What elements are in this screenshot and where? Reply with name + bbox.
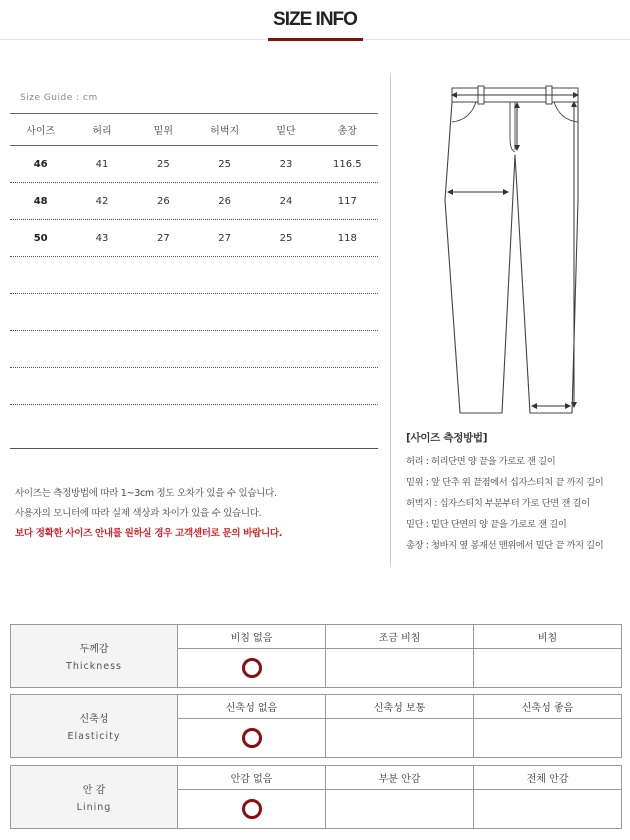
column-header: 밑위 xyxy=(153,126,173,137)
lining-table xyxy=(10,765,622,829)
option-cell xyxy=(178,719,325,757)
hem-cell: 23 xyxy=(279,158,293,170)
property-option xyxy=(474,695,621,757)
table-row-empty xyxy=(10,294,378,331)
option-cell xyxy=(474,790,621,828)
note-line-highlight: 보다 정확한 사이즈 안내를 원하실 경우 고객센터로 문의 바랍니다. xyxy=(15,528,283,539)
rise-cell: 26 xyxy=(156,195,170,207)
property-option xyxy=(474,766,621,828)
table-row xyxy=(10,146,378,183)
selected-mark-icon xyxy=(242,658,262,678)
waist-cell: 42 xyxy=(95,195,109,207)
measurement-guide xyxy=(406,430,626,556)
option-cell xyxy=(474,649,621,687)
measurement-item: 허리 : 허리단면 양 끝을 가로로 잰 길이 xyxy=(406,456,556,467)
size-table-header xyxy=(10,113,378,146)
rise-cell: 25 xyxy=(156,158,170,170)
size-cell: 50 xyxy=(33,232,48,244)
property-label-ko: 안 감 xyxy=(82,785,106,796)
selected-mark-icon xyxy=(242,728,262,748)
option-header: 전체 안감 xyxy=(474,766,621,790)
option-cell xyxy=(178,649,325,687)
option-cell xyxy=(474,719,621,757)
property-option xyxy=(474,625,621,687)
table-row-empty xyxy=(10,331,378,368)
thigh-cell: 27 xyxy=(218,232,232,244)
option-header: 신축성 보통 xyxy=(326,695,473,719)
option-cell xyxy=(326,790,473,828)
property-option xyxy=(326,766,474,828)
property-option xyxy=(178,625,326,687)
size-table xyxy=(10,113,378,405)
column-header: 총장 xyxy=(337,126,357,137)
hem-cell: 25 xyxy=(279,232,293,244)
measurement-item: 밑단 : 밑단 단면의 양 끝을 가로로 잰 길이 xyxy=(406,519,567,530)
column-header: 허벅지 xyxy=(210,126,240,137)
size-table-bottom-rule xyxy=(10,448,378,449)
rise-cell: 27 xyxy=(156,232,170,244)
table-row-empty xyxy=(10,368,378,405)
property-option xyxy=(178,695,326,757)
title-accent-bar xyxy=(268,38,363,41)
lining-label xyxy=(11,766,178,828)
elasticity-table xyxy=(10,694,622,758)
section-divider xyxy=(390,74,391,566)
property-option xyxy=(326,695,474,757)
measurement-item: 허벅지 : 십자스티치 부분부터 가로 단면 잰 길이 xyxy=(406,498,590,509)
thigh-cell: 26 xyxy=(218,195,232,207)
thickness-table xyxy=(10,624,622,688)
size-guide-unit: Size Guide : cm xyxy=(20,93,98,103)
pants-diagram-icon xyxy=(440,80,590,420)
option-header: 비침 xyxy=(474,625,621,649)
size-cell: 48 xyxy=(33,195,48,207)
note-line: 사이즈는 측정방법에 따라 1~3cm 정도 오차가 있을 수 있습니다. xyxy=(15,488,277,499)
elasticity-label xyxy=(11,695,178,757)
thickness-label xyxy=(11,625,178,687)
option-header: 부분 안감 xyxy=(326,766,473,790)
option-header: 신축성 좋음 xyxy=(474,695,621,719)
option-header: 안감 없음 xyxy=(178,766,325,790)
option-cell xyxy=(326,649,473,687)
column-header: 허리 xyxy=(92,126,112,137)
selected-mark-icon xyxy=(242,799,262,819)
measurement-item: 밑위 : 앞 단추 위 끝점에서 십자스티치 끝 까지 길이 xyxy=(406,477,604,488)
table-row xyxy=(10,183,378,220)
property-label-ko: 신축성 xyxy=(79,714,109,725)
note-line: 사용자의 모니터에 따라 실제 색상과 차이가 있을 수 있습니다. xyxy=(15,508,262,519)
column-header: 사이즈 xyxy=(26,126,56,137)
option-cell xyxy=(178,790,325,828)
page-title: SIZE INFO xyxy=(273,9,357,30)
table-row xyxy=(10,220,378,257)
hem-cell: 24 xyxy=(279,195,293,207)
property-label-en: Thickness xyxy=(66,661,122,672)
measurement-title: [사이즈 측정방법] xyxy=(406,432,488,444)
length-cell: 117 xyxy=(337,195,357,207)
property-label-en: Lining xyxy=(76,802,112,813)
size-cell: 46 xyxy=(33,158,48,170)
property-option xyxy=(178,766,326,828)
thigh-cell: 25 xyxy=(218,158,232,170)
length-cell: 118 xyxy=(337,232,357,244)
table-row-empty xyxy=(10,257,378,294)
option-header: 비침 없음 xyxy=(178,625,325,649)
measurement-item: 총장 : 청바지 옆 봉재선 맨위에서 밑단 끝 까지 길이 xyxy=(406,540,604,551)
waist-cell: 41 xyxy=(95,158,109,170)
property-label-ko: 두께감 xyxy=(79,644,109,655)
length-cell: 116.5 xyxy=(332,158,362,170)
column-header: 밑단 xyxy=(276,126,296,137)
property-label-en: Elasticity xyxy=(67,731,121,742)
option-header: 신축성 없음 xyxy=(178,695,325,719)
size-notes xyxy=(15,484,385,544)
option-header: 조금 비침 xyxy=(326,625,473,649)
property-option xyxy=(326,625,474,687)
waist-cell: 43 xyxy=(95,232,109,244)
option-cell xyxy=(326,719,473,757)
